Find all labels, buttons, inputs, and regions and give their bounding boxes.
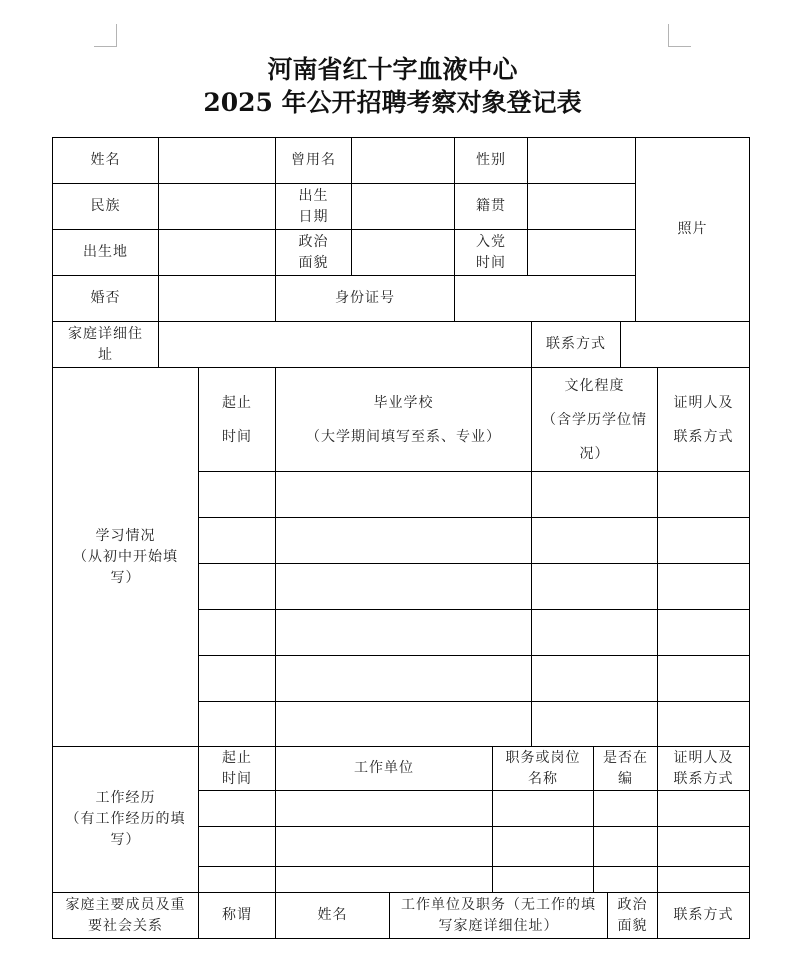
field-political-status[interactable]	[352, 230, 454, 275]
label-contact: 联系方式	[546, 336, 606, 352]
work-section-label: 工作经历 （有工作经历的填 写）	[65, 790, 186, 848]
label-home-address: 家庭详细住 址	[68, 325, 143, 363]
education-row[interactable]	[199, 564, 749, 609]
family-header-political: 政治 面貌	[617, 896, 648, 934]
label-id-number: 身份证号	[335, 290, 395, 306]
work-header-position: 职务或岗位 名称	[505, 749, 581, 787]
page-corner-mark-top-left	[94, 24, 117, 47]
field-birthplace[interactable]	[159, 230, 275, 275]
education-row[interactable]	[199, 656, 749, 701]
work-header-witness: 证明人及 联系方式	[673, 749, 734, 787]
photo-box[interactable]	[636, 138, 749, 321]
label-name: 姓名	[90, 152, 121, 168]
education-row[interactable]	[199, 472, 749, 517]
edu-header-school: 毕业学校 （大学期间填写至系、专业）	[306, 394, 501, 445]
education-row[interactable]	[199, 702, 749, 746]
label-ethnicity: 民族	[90, 198, 121, 214]
edu-header-witness: 证明人及 联系方式	[673, 394, 734, 445]
work-row[interactable]	[199, 827, 749, 866]
label-party-join-date: 入党 时间	[476, 233, 506, 271]
field-marital-status[interactable]	[159, 276, 275, 321]
field-birth-date[interactable]	[352, 184, 454, 229]
family-header-name: 姓名	[317, 907, 348, 923]
field-id-number[interactable]	[455, 276, 635, 321]
page-corner-mark-top-right	[668, 24, 691, 47]
field-contact[interactable]	[621, 322, 749, 367]
form-title-line-2: 2025 年公开招聘考察对象登记表	[203, 88, 582, 117]
label-birth-date: 出生 日期	[298, 187, 329, 225]
education-row[interactable]	[199, 518, 749, 563]
work-header-unit: 工作单位	[354, 760, 414, 776]
form-title-line-1: 河南省红十字血液中心	[267, 55, 518, 84]
education-row[interactable]	[199, 610, 749, 655]
work-header-period: 起止 时间	[222, 749, 252, 787]
field-home-address[interactable]	[159, 322, 531, 367]
field-native-place[interactable]	[528, 184, 635, 229]
edu-header-period: 起止 时间	[222, 394, 252, 445]
work-header-staffed: 是否在 编	[603, 749, 648, 787]
education-section-label: 学习情况 （从初中开始填 写）	[73, 527, 178, 586]
label-gender: 性别	[476, 152, 506, 168]
label-birthplace: 出生地	[83, 244, 128, 260]
field-name[interactable]	[159, 138, 275, 183]
work-row[interactable]	[199, 867, 749, 892]
label-marital-status: 婚否	[90, 290, 121, 306]
edu-header-education-level: 文化程度 （含学历学位情 况）	[542, 377, 647, 462]
label-photo: 照片	[677, 221, 708, 237]
field-gender[interactable]	[528, 138, 635, 183]
label-political-status: 政治 面貌	[298, 233, 329, 271]
family-header-unit: 工作单位及职务（无工作的填 写家庭详细住址）	[401, 896, 596, 934]
family-header-relation: 称谓	[222, 907, 252, 923]
label-former-name: 曾用名	[291, 152, 336, 168]
field-ethnicity[interactable]	[159, 184, 275, 229]
label-native-place: 籍贯	[476, 198, 506, 214]
family-header-contact: 联系方式	[673, 907, 734, 923]
field-former-name[interactable]	[352, 138, 454, 183]
field-party-join-date[interactable]	[528, 230, 635, 275]
family-section-label: 家庭主要成员及重 要社会关系	[65, 896, 186, 934]
work-row[interactable]	[199, 791, 749, 826]
